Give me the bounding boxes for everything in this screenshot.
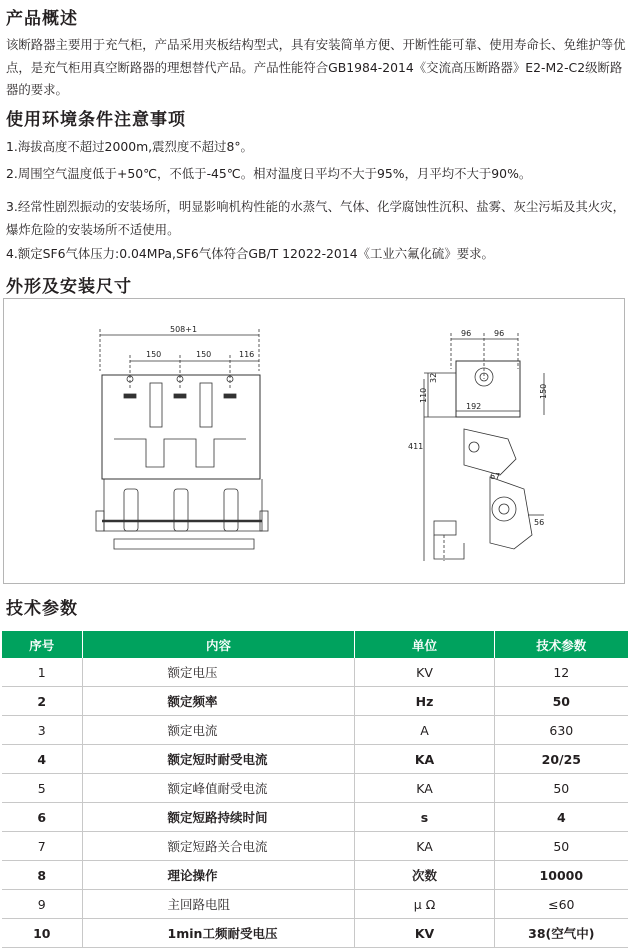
environment-item: 2.周围空气温度低于+50℃，不低于-45℃。相对温度日平均不大于95%，月平均不大于90%。 <box>6 166 532 181</box>
cell-content: 额定短路关合电流 <box>82 832 355 861</box>
environment-item: 1.海拔高度不超过2000m,震烈度不超过8°。 <box>6 139 253 154</box>
cell-content: 理论操作 <box>82 861 355 890</box>
cell-content: 1min工频耐受电压 <box>82 919 355 948</box>
table-body <box>2 658 628 948</box>
cell-unit: KA <box>355 832 494 861</box>
environment-item: 4.额定SF6气体压力:0.04MPa,SF6气体符合GB/T 12022-2014《工业六氟化硫》要求。 <box>6 246 494 261</box>
overview-heading: 产品概述 <box>6 9 78 29</box>
cell-no: 7 <box>2 832 82 861</box>
cell-content: 额定短路持续时间 <box>82 803 355 832</box>
dim-w192: 192 <box>466 402 482 411</box>
cell-unit: μ Ω <box>355 890 494 919</box>
table-row <box>2 803 628 832</box>
cell-value: 12 <box>494 658 628 687</box>
cell-value: 38(空气中) <box>494 919 628 948</box>
cell-value: 10000 <box>494 861 628 890</box>
tech-parameters-table <box>2 631 628 948</box>
cell-unit: KV <box>355 658 494 687</box>
cell-value: 4 <box>494 803 628 832</box>
cell-no: 1 <box>2 658 82 687</box>
cell-content: 额定电压 <box>82 658 355 687</box>
front-view-drawing <box>96 325 268 549</box>
dimensions-heading: 外形及安装尺寸 <box>6 277 132 297</box>
table-row <box>2 774 628 803</box>
environment-heading: 使用环境条件注意事项 <box>6 110 186 130</box>
cell-content: 额定短时耐受电流 <box>82 745 355 774</box>
overview-paragraph: 该断路器主要用于充气柜，产品采用夹板结构型式，具有安装简单方便、开断性能可靠、使用寿命长、免维护等优点，是充气柜用真空断路器的理想替代产品。产品性能符合GB1984-2014《交流高压断路器》E2-M2-C2级断路器的要求。 <box>6 37 626 97</box>
environment-item: 3.经常性剧烈振动的安装场所，明显影响机构性能的水蒸气、气体、化学腐蚀性沉积、盐雾、灰尘污垢及其火灾，爆炸危险的安装场所不适使用。 <box>6 199 625 237</box>
cell-value: 50 <box>494 832 628 861</box>
table-row <box>2 890 628 919</box>
col-header-no: 序号 <box>2 631 82 658</box>
dim-d67: 67 <box>490 472 501 481</box>
dim-w1: 96 <box>461 329 472 338</box>
table-row <box>2 745 628 774</box>
dim-side: 116 <box>239 350 255 359</box>
dim-h411: 411 <box>408 442 424 451</box>
cell-unit: A <box>355 716 494 745</box>
cell-no: 8 <box>2 861 82 890</box>
dim-total-width: 508+1 <box>170 325 198 334</box>
cell-no: 2 <box>2 687 82 716</box>
cell-content: 额定频率 <box>82 687 355 716</box>
table-row <box>2 919 628 948</box>
cell-no: 9 <box>2 890 82 919</box>
cell-unit: KA <box>355 745 494 774</box>
cell-content: 主回路电阻 <box>82 890 355 919</box>
cell-unit: s <box>355 803 494 832</box>
cell-no: 10 <box>2 919 82 948</box>
cell-content: 额定电流 <box>82 716 355 745</box>
cell-no: 3 <box>2 716 82 745</box>
dim-pitch-2: 150 <box>196 350 212 359</box>
dim-h110: 110 <box>419 387 428 403</box>
dim-h32: 32 <box>429 372 438 383</box>
cell-value: ≤60 <box>494 890 628 919</box>
cell-value: 50 <box>494 774 628 803</box>
table-row <box>2 832 628 861</box>
dim-h56: 56 <box>534 518 545 527</box>
table-row <box>2 658 628 687</box>
cell-value: 50 <box>494 687 628 716</box>
col-header-unit: 单位 <box>355 631 494 658</box>
table-row <box>2 861 628 890</box>
cell-value: 630 <box>494 716 628 745</box>
side-view-drawing <box>408 329 548 561</box>
cell-unit: KV <box>355 919 494 948</box>
cell-unit: 次数 <box>355 861 494 890</box>
col-header-content: 内容 <box>82 631 355 658</box>
cell-no: 5 <box>2 774 82 803</box>
cell-value: 20/25 <box>494 745 628 774</box>
table-header-row <box>2 631 628 658</box>
cell-unit: Hz <box>355 687 494 716</box>
col-header-value: 技术参数 <box>494 631 628 658</box>
dim-w2: 96 <box>494 329 505 338</box>
table-row <box>2 687 628 716</box>
dim-pitch-1: 150 <box>146 350 162 359</box>
dim-h150: 150 <box>539 383 548 399</box>
dimension-drawing-panel <box>3 298 625 584</box>
cell-no: 4 <box>2 745 82 774</box>
table-row <box>2 716 628 745</box>
cell-content: 额定峰值耐受电流 <box>82 774 355 803</box>
cell-no: 6 <box>2 803 82 832</box>
cell-unit: KA <box>355 774 494 803</box>
tech-heading: 技术参数 <box>6 599 78 619</box>
